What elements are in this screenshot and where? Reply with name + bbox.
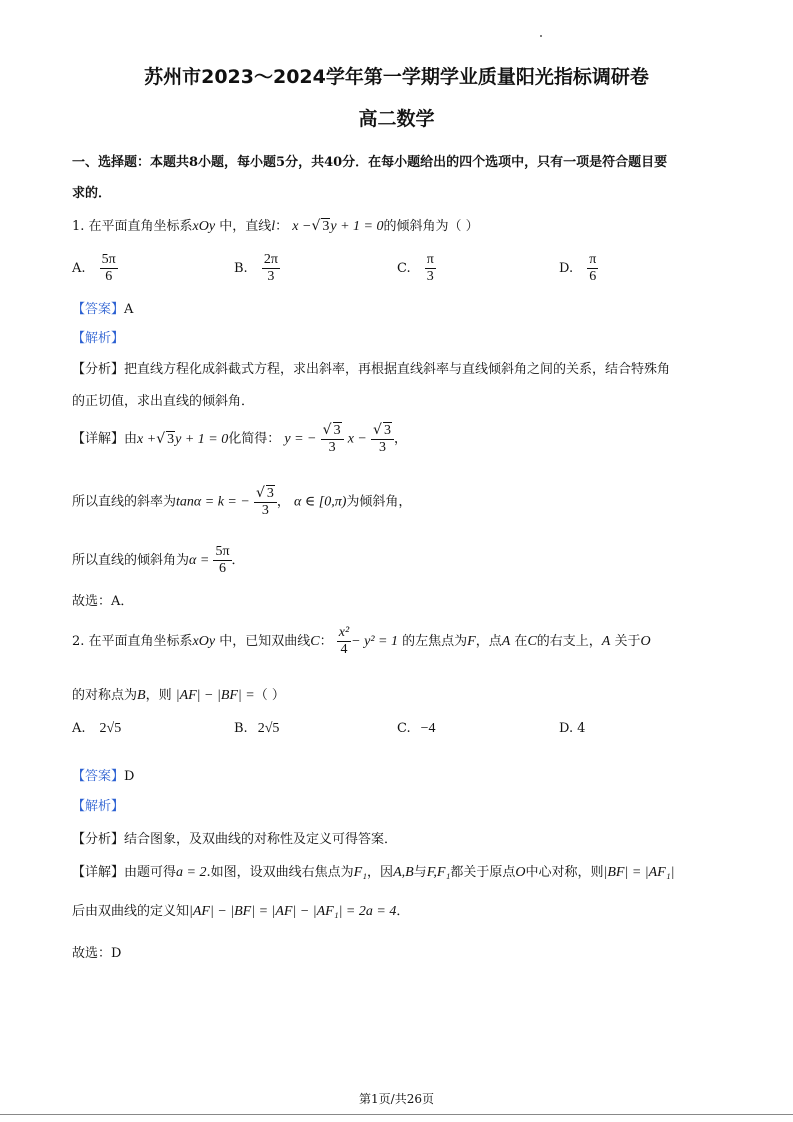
q1-fenxi-line1: 【分析】把直线方程化成斜截式方程，求出斜率，再根据直线斜率与直线倾斜角之间的关系，结合特殊角 [72,362,671,377]
q1-option-d[interactable]: D. $\frac{\pi}{6}$ [559,252,597,284]
q2-final: 后由双曲线的定义知|AF| − |BF| = |AF| − |AF₁| = 2a = 4． [72,904,410,919]
q2-option-d[interactable]: D. 4 [559,721,586,736]
q1-option-b[interactable]: B. $\frac{2\pi}{3}$ [234,252,278,284]
q2-fenxi: 【分析】结合图象，及双曲线的对称性及定义可得答案． [72,832,398,847]
q1-stem: 1. 在平面直角坐标系xOy 中，直线l： x −√ 3y + 1 = 0的倾斜角为（ ） [72,218,479,234]
stray-dot [540,35,542,37]
q1-analysis-tag: 【解析】 [72,331,125,346]
q1-option-a[interactable]: A. $\frac{5\pi}{6}$ [72,252,116,284]
q2-option-c[interactable]: C. −4 [397,721,436,736]
section-heading-line1: 一、选择题：本题共8小题，每小题5分，共40分．在每小题给出的四个选项中，只有一项是符合题目要 [72,155,668,170]
q2-answer: 【答案】D [72,769,135,784]
q1-angle: 所以直线的倾斜角为α = $\frac{5\pi}{6}$ ． [72,544,245,576]
q1-answer: 【答案】A [72,302,134,317]
q2-analysis-tag: 【解析】 [72,799,125,814]
q1-slope: 所以直线的斜率为tanα = k = − $\frac{√ 3}{3}$ ， α ∈ [0,π)为倾斜角， [72,485,412,518]
q1-fenxi-line2: 的正切值，求出直线的倾斜角． [72,394,255,409]
q2-option-b[interactable]: B. 2√5 [234,721,280,736]
q2-stem-line2: 的对称点为B，则 |AF| − |BF| =（ ） [72,688,285,703]
section-heading-line2: 求的． [72,186,112,201]
q1-option-c[interactable]: C. $\frac{\pi}{3}$ [397,252,434,284]
page-subtitle: 高二数学 [358,108,435,130]
q1-choose: 故选：A． [72,594,134,609]
q2-stem-line1: 2. 在平面直角坐标系xOy 中，已知双曲线C： $\frac{\text{x²}}{4}$ − y² = 1 的左焦点为F，点A 在C的右支上，A 关于O [72,625,651,657]
page-number: 第1页/共26页 [359,1092,434,1106]
q2-option-a[interactable]: A. 2√5 [72,721,122,736]
q2-choose: 故选：D [72,946,122,961]
q1-detail: 【详解】由x +√ 3y + 1 = 0化简得： y = − $\frac{√ 3}{3}$ x − $\frac{√ 3}{3}$ ， [72,422,407,455]
footer-rule [0,1114,793,1115]
q1-equation: x −√ 3y + 1 = 0 [292,218,384,234]
page-title: 苏州市2023～2024学年第一学期学业质量阳光指标调研卷 [144,66,649,88]
q2-detail: 【详解】由题可得a = 2.如图，设双曲线右焦点为F₁，因A,B与F,F₁都关于原点O中心对称，则|BF| = |AF₁| [72,865,675,880]
